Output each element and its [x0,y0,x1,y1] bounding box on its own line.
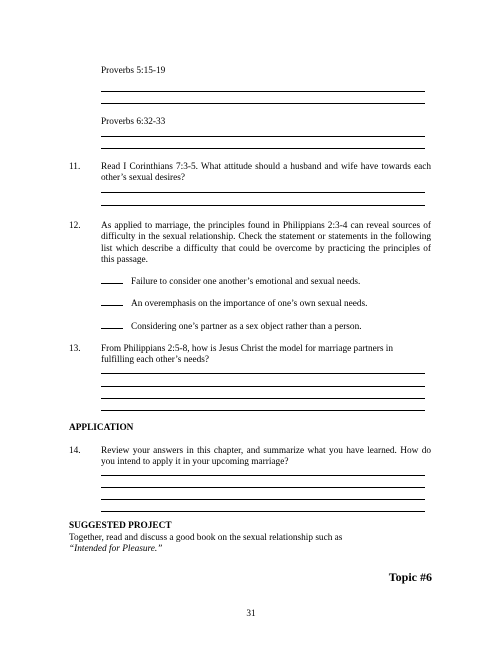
answer-line [101,103,425,104]
check-blank[interactable] [101,297,123,306]
answer-line [101,192,425,193]
answer-line [101,499,425,500]
project-text [69,533,369,556]
checklist-item [101,297,368,310]
question-number-12: 12. [69,221,81,231]
project-description: Together, read and discuss a good book on the sexual relationship such as [69,533,343,543]
check-blank[interactable] [101,320,123,329]
reference-proverbs-5: Proverbs 5:15-19 [101,66,166,76]
answer-line [101,511,425,512]
checklist-item-text: An overemphasis on the importance of one’s own sexual needs. [131,299,368,309]
check-blank[interactable] [101,275,123,284]
topic-label: Topic #6 [388,570,432,584]
answer-line [101,410,425,411]
answer-line [101,148,425,149]
checklist-item-text: Failure to consider one another’s emotional and sexual needs. [131,277,361,287]
answer-line [101,373,425,374]
answer-line [101,386,425,387]
reference-proverbs-6: Proverbs 6:32-33 [101,117,166,127]
answer-line [101,91,425,92]
question-number-13: 13. [69,344,81,354]
answer-line [101,205,425,206]
answer-line [101,136,425,137]
question-text-14: Review your answers in this chapter, and summarize what you have learned. How do you intend to apply it in your upcoming marriage? [101,446,431,468]
question-number-11: 11. [69,162,81,172]
application-heading: APPLICATION [69,423,134,433]
project-heading: SUGGESTED PROJECT [69,521,172,531]
question-number-14: 14. [69,446,81,456]
question-text-11: Read I Corinthians 7:3-5. What attitude should a husband and wife have towards each other’s sexual desires? [101,162,431,184]
answer-line [101,475,425,476]
page-number: 31 [246,609,256,619]
answer-line [101,398,425,399]
checklist-item [101,320,362,333]
question-text-13: From Philippians 2:5-8, how is Jesus Christ the model for marriage partners in fulfilling each other’s needs? [101,344,394,366]
book-title: “Intended for Pleasure.” [69,544,163,555]
checklist-item [101,275,360,288]
checklist-item-text: Considering one’s partner as a sex object rather than a person. [131,322,362,332]
answer-line [101,487,425,488]
question-text-12: As applied to marriage, the principles found in Philippians 2:3-4 can reveal sources of difficulty in the sexual relationship. Check the statement or statements in the following list which describe a difficulty that could be overcome by practicing the principles of this passage. [101,221,431,266]
